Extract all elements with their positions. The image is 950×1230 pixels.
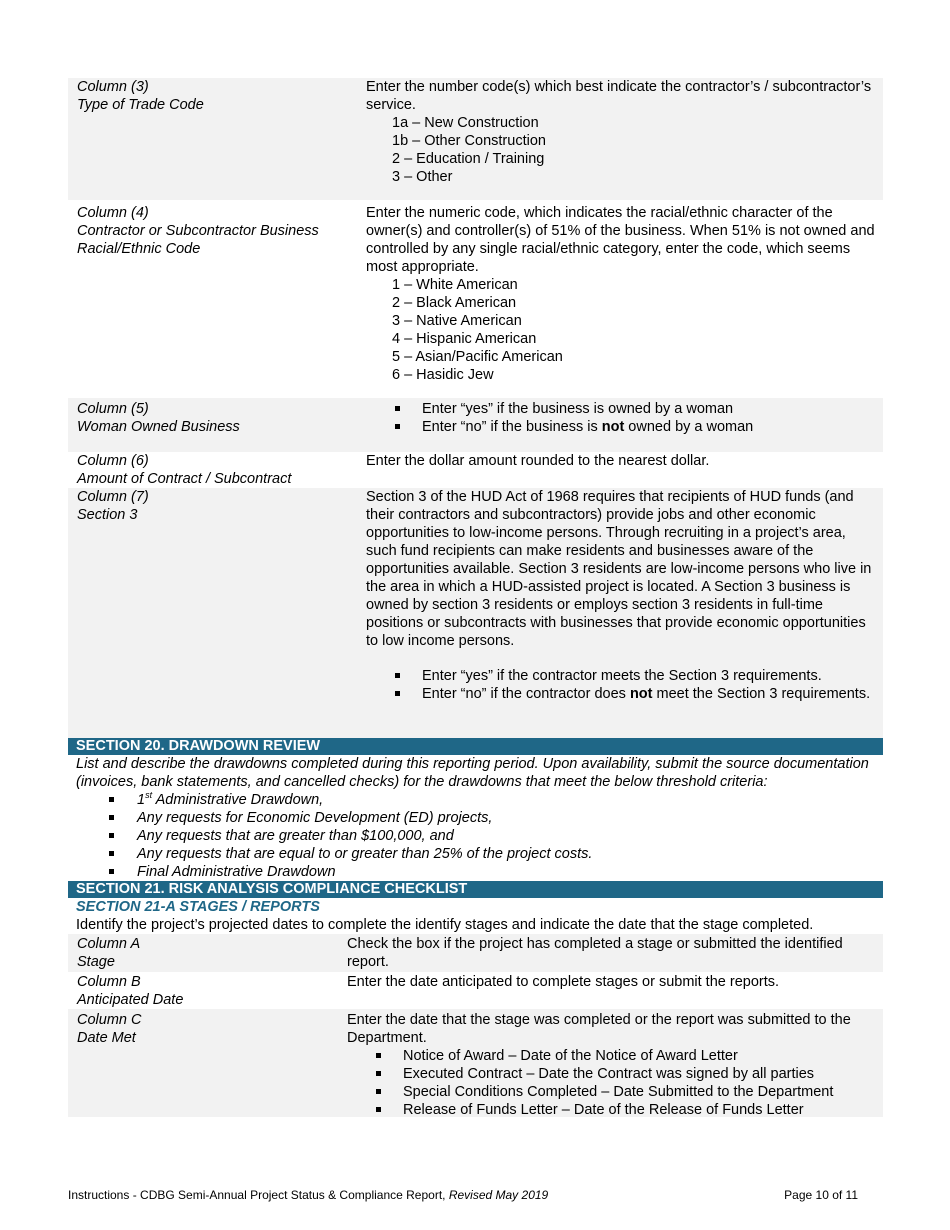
list-item: Any requests that are equal to or greater than 25% of the project costs. xyxy=(68,845,883,863)
column-number: Column (6) xyxy=(77,453,149,469)
table-row xyxy=(68,78,883,200)
list-item: Release of Funds Letter – Date of the Release of Funds Letter xyxy=(347,1101,877,1119)
table-row xyxy=(68,934,883,972)
row-description xyxy=(339,1011,883,1117)
column-title: Date Met xyxy=(77,1030,136,1046)
bullet-list xyxy=(366,667,877,703)
list-item: Final Administrative Drawdown xyxy=(68,863,883,881)
section-21-header: SECTION 21. RISK ANALYSIS COMPLIANCE CHECKLIST xyxy=(68,881,883,898)
row-label xyxy=(68,1011,339,1117)
code-item: 1 – White American xyxy=(392,277,518,293)
table-row xyxy=(68,452,883,488)
drawdown-criteria-list xyxy=(68,791,883,881)
description-text: Enter the numeric code, which indicates the racial/ethnic character of the owner(s) and controller(s) of 51% of the business. When 51% is not owned and controlled by any single racial/ethnic category, enter the code, which seems most appropriate. xyxy=(366,205,875,275)
code-list xyxy=(366,114,877,186)
row-description xyxy=(358,488,883,738)
row-description xyxy=(339,935,883,972)
row-description xyxy=(358,204,883,398)
column-title: Section 3 xyxy=(77,507,138,523)
row-label xyxy=(68,204,358,398)
list-item: Executed Contract – Date the Contract was signed by all parties xyxy=(347,1065,877,1083)
page-content xyxy=(68,78,883,1117)
section-20-header: SECTION 20. DRAWDOWN REVIEW xyxy=(68,738,883,755)
column-title: Contractor or Subcontractor Business xyxy=(77,223,319,239)
table-row xyxy=(68,972,883,1009)
section-21a-intro: Identify the project’s projected dates to complete the identify stages and indicate the date that the stage completed. xyxy=(76,917,814,933)
column-title: Type of Trade Code xyxy=(77,97,204,113)
table-row xyxy=(68,488,883,738)
column-title: Racial/Ethnic Code xyxy=(77,241,201,257)
page-number: Page 10 of 11 xyxy=(784,1188,858,1202)
list-item: Enter “yes” if the business is owned by a woman xyxy=(366,400,877,418)
code-item: 6 – Hasidic Jew xyxy=(392,367,494,383)
row-label xyxy=(68,935,339,972)
code-item: 3 – Other xyxy=(392,169,453,185)
description-text: Enter the date anticipated to complete stages or submit the reports. xyxy=(347,974,780,990)
column-number: Column A xyxy=(77,936,141,952)
code-item: 3 – Native American xyxy=(392,313,522,329)
description-text: Enter the dollar amount rounded to the nearest dollar. xyxy=(366,453,710,469)
bullet-list xyxy=(366,400,877,436)
description-text: Check the box if the project has completed a stage or submitted the identified report. xyxy=(347,936,843,970)
code-item: 5 – Asian/Pacific American xyxy=(392,349,563,365)
list-item: Enter “no” if the contractor does not meet the Section 3 requirements. xyxy=(366,685,877,703)
code-item: 4 – Hispanic American xyxy=(392,331,537,347)
list-item: Enter “yes” if the contractor meets the Section 3 requirements. xyxy=(366,667,877,685)
list-item: Notice of Award – Date of the Notice of Award Letter xyxy=(347,1047,877,1065)
table-row xyxy=(68,1009,883,1117)
column-number: Column B xyxy=(77,974,141,990)
row-label xyxy=(68,488,358,738)
description-text: Section 3 of the HUD Act of 1968 requires that recipients of HUD funds (and their contractors and subcontractors) provide jobs and other economic opportunities to low-income persons. Through recruiting in a project’s area, such fund recipients can make residents and businesses aware of the opportunities available. Section 3 residents are low-income persons who live in the area in which a HUD-assisted project is located. A Section 3 business is owned by section 3 residents or employs section 3 residents in full-time positions or subcontracts with businesses that provide economic opportunities to low income persons. xyxy=(366,489,872,649)
row-description xyxy=(358,400,883,452)
column-title: Amount of Contract / Subcontract xyxy=(77,471,292,487)
list-item: 1st Administrative Drawdown, xyxy=(68,791,883,809)
table-row xyxy=(68,398,883,452)
column-title: Anticipated Date xyxy=(77,992,184,1008)
row-label xyxy=(68,973,339,1009)
list-item: Any requests for Economic Development (ED) projects, xyxy=(68,809,883,827)
code-item: 2 – Education / Training xyxy=(392,151,545,167)
description-text: Enter the date that the stage was completed or the report was submitted to the Department. xyxy=(347,1012,851,1046)
column-title: Woman Owned Business xyxy=(77,419,240,435)
column-number: Column (5) xyxy=(77,401,149,417)
list-item: Enter “no” if the business is not owned by a woman xyxy=(366,418,877,436)
list-item: Special Conditions Completed – Date Submitted to the Department xyxy=(347,1083,877,1101)
table-row xyxy=(68,200,883,398)
section-21a-subheader: SECTION 21-A STAGES / REPORTS xyxy=(76,899,320,915)
row-label xyxy=(68,78,358,200)
description-text: Enter the number code(s) which best indicate the contractor’s / subcontractor’s service. xyxy=(366,79,872,113)
row-description xyxy=(358,78,883,200)
footer-title: Instructions - CDBG Semi-Annual Project Status & Compliance Report, Revised May 2019 xyxy=(68,1188,549,1202)
page-footer xyxy=(68,1186,858,1204)
code-item: 1b – Other Construction xyxy=(392,133,546,149)
row-description xyxy=(339,973,883,1009)
column-number: Column C xyxy=(77,1012,142,1028)
bullet-list xyxy=(347,1047,877,1119)
row-label xyxy=(68,400,358,452)
list-item: Any requests that are greater than $100,000, and xyxy=(68,827,883,845)
column-number: Column (4) xyxy=(77,205,149,221)
section-20-intro: List and describe the drawdowns completed during this reporting period. Upon availability, submit the source documentation (invoices, bank statements, and cancelled checks) for the drawdowns that meet the below threshold criteria: xyxy=(76,756,869,790)
column-title: Stage xyxy=(77,954,115,970)
row-label xyxy=(68,452,358,488)
code-item: 2 – Black American xyxy=(392,295,517,311)
code-list xyxy=(366,276,877,384)
code-item: 1a – New Construction xyxy=(392,115,539,131)
column-number: Column (7) xyxy=(77,489,149,505)
row-description xyxy=(358,452,883,488)
column-number: Column (3) xyxy=(77,79,149,95)
